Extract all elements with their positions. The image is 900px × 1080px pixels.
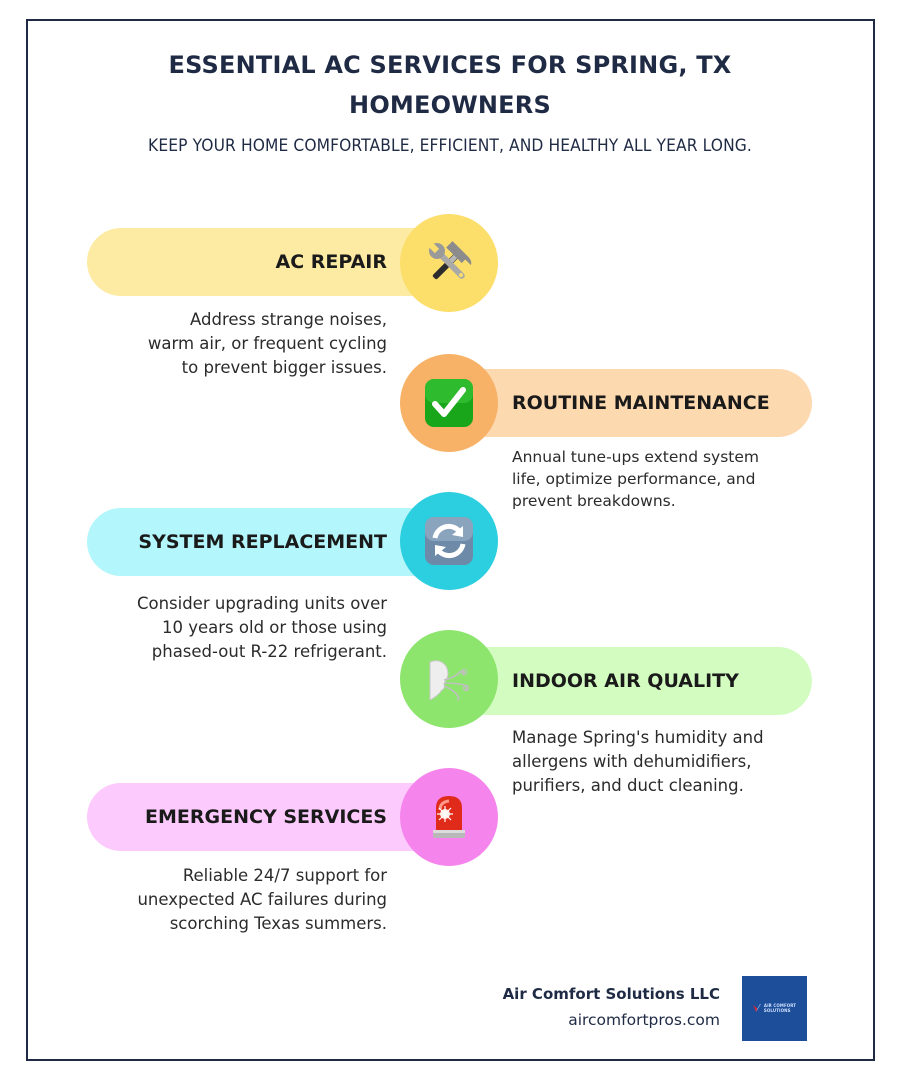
police-light-siren-icon bbox=[422, 790, 476, 844]
description-line: 10 years old or those using bbox=[162, 618, 387, 637]
logo-text-line: SOLUTIONS bbox=[763, 1007, 791, 1013]
logo-text bbox=[764, 1004, 796, 1013]
service-label: AC REPAIR bbox=[275, 251, 387, 273]
title-line-1: ESSENTIAL AC SERVICES FOR SPRING, TX bbox=[168, 51, 732, 79]
service-label: INDOOR AIR QUALITY bbox=[512, 670, 739, 692]
service-label: ROUTINE MAINTENANCE bbox=[512, 392, 770, 414]
service-icon-circle-system-replacement bbox=[400, 492, 498, 590]
service-label: SYSTEM REPLACEMENT bbox=[138, 531, 387, 553]
service-description-indoor-air-quality bbox=[512, 726, 802, 798]
description-line: allergens with dehumidifiers, bbox=[512, 752, 752, 771]
description-line: life, optimize performance, and bbox=[512, 470, 756, 488]
title-line-2: HOMEOWNERS bbox=[349, 91, 551, 119]
service-icon-circle-ac-repair bbox=[400, 214, 498, 312]
hammer-and-wrench-icon bbox=[422, 236, 476, 290]
description-line: Manage Spring's humidity and bbox=[512, 728, 764, 747]
description-line: scorching Texas summers. bbox=[169, 914, 387, 933]
description-line: Annual tune-ups extend system bbox=[512, 448, 760, 466]
company-name: Air Comfort Solutions LLC bbox=[502, 985, 720, 1003]
service-icon-circle-emergency-services bbox=[400, 768, 498, 866]
service-description-routine-maintenance bbox=[512, 446, 802, 512]
logo-text-line: AIR COMFORT bbox=[763, 1003, 797, 1008]
description-line: Reliable 24/7 support for bbox=[182, 866, 387, 885]
service-icon-circle-indoor-air-quality bbox=[400, 630, 498, 728]
check-mark-button-icon bbox=[422, 376, 476, 430]
company-website-link[interactable]: aircomfortpros.com bbox=[568, 1011, 720, 1029]
service-label: EMERGENCY SERVICES bbox=[145, 806, 387, 828]
description-line: purifiers, and duct cleaning. bbox=[512, 776, 744, 795]
page-subtitle: KEEP YOUR HOME COMFORTABLE, EFFICIENT, AND HEALTHY ALL YEAR LONG. bbox=[148, 136, 752, 155]
company-logo bbox=[742, 976, 807, 1041]
refresh-arrows-icon bbox=[422, 514, 476, 568]
description-line: to prevent bigger issues. bbox=[181, 358, 387, 377]
service-description-system-replacement bbox=[87, 592, 387, 664]
description-line: warm air, or frequent cycling bbox=[147, 334, 387, 353]
description-line: unexpected AC failures during bbox=[137, 890, 387, 909]
service-icon-circle-routine-maintenance bbox=[400, 354, 498, 452]
description-line: Address strange noises, bbox=[190, 310, 387, 329]
description-line: phased-out R-22 refrigerant. bbox=[151, 642, 387, 661]
service-description-ac-repair bbox=[87, 308, 387, 380]
logo-mark-icon bbox=[753, 1004, 761, 1013]
description-line: prevent breakdowns. bbox=[512, 492, 676, 510]
wind-face-icon bbox=[422, 652, 476, 706]
description-line: Consider upgrading units over bbox=[136, 594, 387, 613]
service-description-emergency-services bbox=[87, 864, 387, 936]
page-title bbox=[0, 45, 900, 125]
